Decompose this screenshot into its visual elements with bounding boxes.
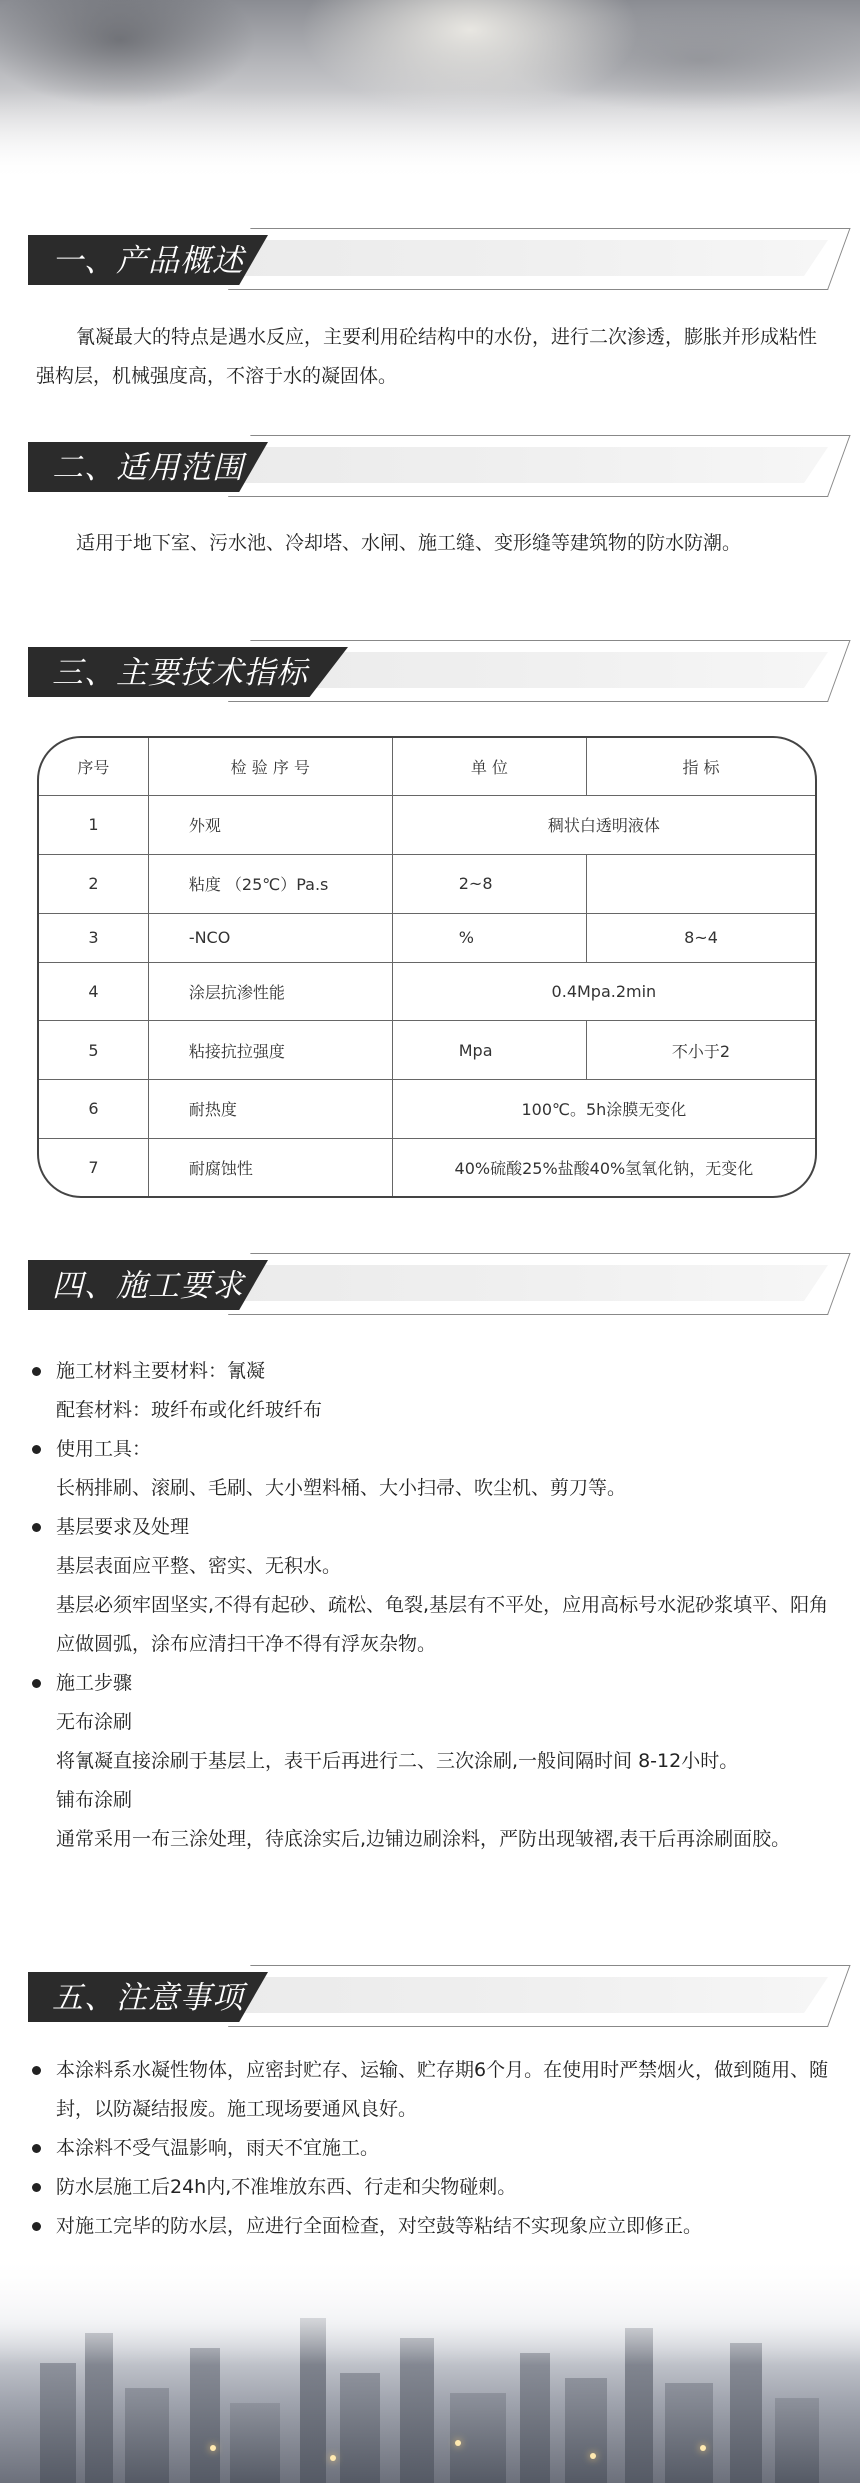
table-row (39, 854, 815, 913)
list-item: 铺布涂刷 (56, 1789, 133, 1811)
cell-value (587, 854, 815, 913)
cell-no: 6 (39, 1080, 148, 1139)
table-row (39, 1138, 815, 1196)
scope-text: 适用于地下室、污水池、冷却塔、水闸、施工缝、变形缝等建筑物的防水防潮。 (76, 532, 742, 554)
footer-city-image (0, 2255, 860, 2483)
cell-item: 涂层抗渗性能 (148, 962, 392, 1021)
cell-merged: 100℃。5h涂膜无变化 (392, 1080, 815, 1139)
list-item: 本涂料不受气温影响，雨天不宜施工。 (30, 2129, 830, 2168)
header-cell: 单 位 (392, 738, 586, 796)
list-item: 无布涂刷 (56, 1711, 133, 1733)
cell-unit: Mpa (392, 1021, 586, 1080)
list-item: 使用工具： (30, 1430, 830, 1469)
table-row (39, 1021, 815, 1080)
list-item: 对施工完毕的防水层，应进行全面检查，对空鼓等粘结不实现象应立即修正。 (30, 2207, 830, 2246)
skyline-building (125, 2388, 169, 2483)
list-item: 施工材料主要材料：氰凝 (30, 1352, 830, 1391)
section-title: 四、施工要求 (52, 1268, 244, 1304)
list-item: 配套材料：玻纤布或化纤玻纤布 (56, 1399, 323, 1421)
header-outline (228, 435, 851, 497)
section-header-notes (28, 1957, 828, 2029)
header-outline (228, 228, 851, 290)
list-item: 将氰凝直接涂刷于基层上，表干后再进行二、三次涂刷,一般间隔时间 8-12小时。 (56, 1750, 739, 1772)
skyline-building (230, 2403, 280, 2483)
section-header-construction (28, 1245, 828, 1317)
cell-no: 4 (39, 962, 148, 1021)
table-row (39, 1080, 815, 1139)
list-item: 通常采用一布三涂处理，待底涂实后,边铺边刷涂料，严防出现皱褶,表干后再涂刷面胶。 (56, 1828, 791, 1850)
hero-fade (0, 90, 860, 180)
construction-list (30, 1352, 830, 1859)
section-header-scope (28, 427, 828, 499)
section-title: 三、主要技术指标 (52, 655, 308, 691)
cell-item: 耐腐蚀性 (148, 1138, 392, 1196)
overview-text: 氰凝最大的特点是遇水反应，主要利用砼结构中的水份，进行二次渗透，膨胀并形成粘性强构层，机械强度高，不溶于水的凝固体。 (36, 326, 818, 387)
section-header-overview (28, 220, 828, 292)
list-item: 基层表面应平整、密实、无积水。 (56, 1555, 342, 1577)
skyline-building (665, 2383, 713, 2483)
cell-unit: 2~8 (392, 854, 586, 913)
cell-unit: % (392, 913, 586, 962)
skyline-building (340, 2373, 380, 2483)
cell-no: 5 (39, 1021, 148, 1080)
cell-no: 3 (39, 913, 148, 962)
cell-no: 1 (39, 796, 148, 855)
cell-item: 粘度 （25℃）Pa.s (148, 854, 392, 913)
cell-item: 粘接抗拉强度 (148, 1021, 392, 1080)
table-row (39, 913, 815, 962)
table-header-row (39, 738, 815, 796)
list-item: 长柄排刷、滚刷、毛刷、大小塑料桶、大小扫帚、吹尘机、剪刀等。 (56, 1477, 627, 1499)
street-light (210, 2445, 216, 2451)
street-light (330, 2455, 336, 2461)
cell-item: 耐热度 (148, 1080, 392, 1139)
skyline-building (450, 2393, 506, 2483)
header-outline (228, 1965, 851, 2027)
header-outline (228, 1253, 851, 1315)
section-header-specs (28, 632, 828, 704)
list-item: 本涂料系水凝性物体，应密封贮存、运输、贮存期6个月。在使用时严禁烟火，做到随用、随封，以防凝结报废。施工现场要通风良好。 (30, 2051, 830, 2129)
street-light (700, 2445, 706, 2451)
cell-no: 2 (39, 854, 148, 913)
section-title: 二、适用范围 (52, 450, 244, 486)
cell-item: -NCO (148, 913, 392, 962)
cell-no: 7 (39, 1138, 148, 1196)
cell-item: 外观 (148, 796, 392, 855)
list-item: 防水层施工后24h内,不准堆放东西、行走和尖物碰刺。 (30, 2168, 830, 2207)
cell-merged: 0.4Mpa.2min (392, 962, 815, 1021)
list-item: 施工步骤 (30, 1664, 830, 1703)
skyline-building (565, 2378, 607, 2483)
skyline-building (775, 2398, 819, 2483)
street-light (455, 2440, 461, 2446)
list-item: 基层要求及处理 (30, 1508, 830, 1547)
table-row (39, 962, 815, 1021)
hero-banner-image (0, 0, 860, 180)
section-title: 一、产品概述 (52, 243, 244, 279)
header-cell: 检 验 序 号 (148, 738, 392, 796)
skyline-building (40, 2363, 76, 2483)
skyline-building (190, 2348, 220, 2483)
table-row (39, 796, 815, 855)
cell-merged: 稠状白透明液体 (392, 796, 815, 855)
header-cell: 指 标 (587, 738, 815, 796)
cell-merged: 40%硫酸25%盐酸40%氢氧化钠，无变化 (392, 1138, 815, 1196)
section-title: 五、注意事项 (52, 1980, 244, 2016)
list-item: 基层必须牢固坚实,不得有起砂、疏松、龟裂,基层有不平处，应用高标号水泥砂浆填平、阳角应做圆弧，涂布应清扫干净不得有浮灰杂物。 (56, 1594, 829, 1655)
notes-list (30, 2051, 830, 2246)
footer-fade (0, 2255, 860, 2365)
spec-table (37, 736, 817, 1198)
skyline-building (520, 2353, 550, 2483)
cell-value: 不小于2 (587, 1021, 815, 1080)
cell-value: 8~4 (587, 913, 815, 962)
header-cell: 序号 (39, 738, 148, 796)
street-light (590, 2453, 596, 2459)
